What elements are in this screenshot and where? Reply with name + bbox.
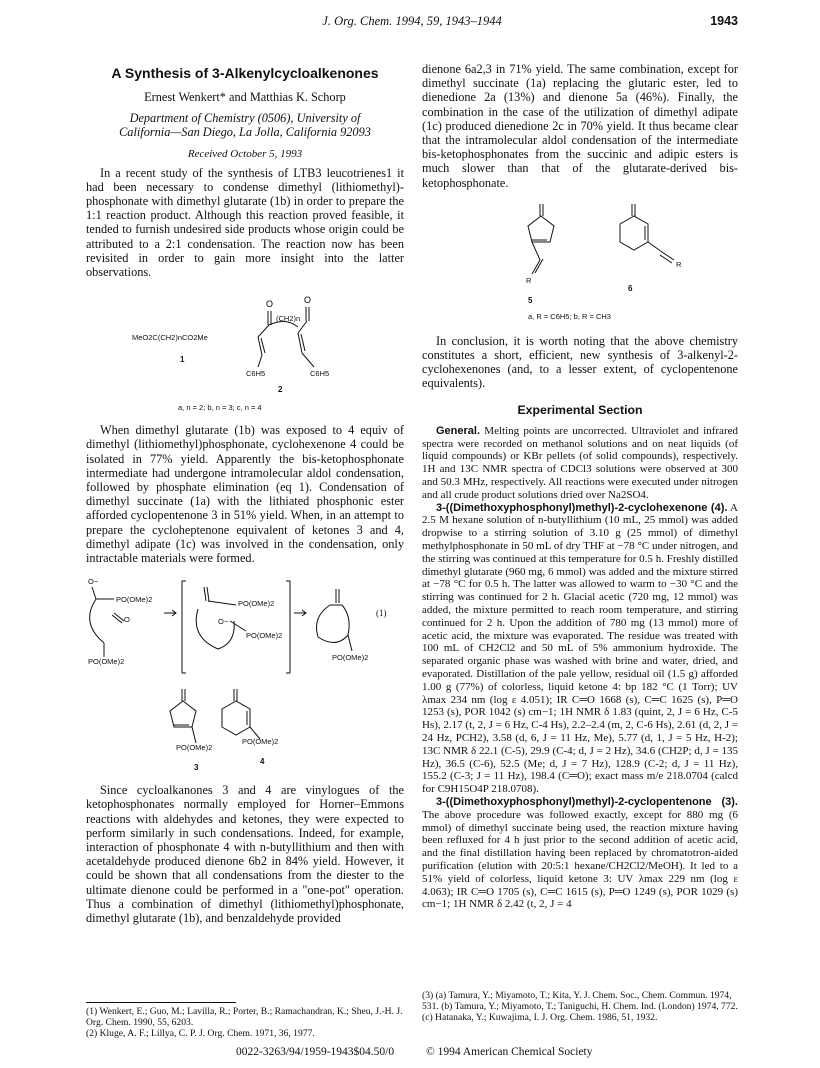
label-c6h5-right: C6H5 <box>310 369 330 379</box>
received-date: Received October 5, 1993 <box>187 148 303 161</box>
eq1-phosphonate-2: PO(OMe)2 <box>88 657 125 667</box>
carbonyl-o-right: O <box>304 295 312 306</box>
compound-number-6: 6 <box>628 283 633 293</box>
footnotes-left <box>86 1002 404 1039</box>
compound-number-4: 4 <box>260 757 265 767</box>
equation-number: (1) <box>376 608 387 619</box>
page-number: 1943 <box>710 14 738 28</box>
eq1-o-minus-2: O− <box>218 617 229 627</box>
eq1-phosphonate-3: PO(OMe)2 <box>238 599 275 609</box>
experimental-compound-3 <box>422 796 738 911</box>
label-diester: MeO2C(CH2)nCO2Me <box>132 333 208 343</box>
right-column <box>422 62 738 911</box>
journal-year-volume-pages: 1994, 59, 1943–1944 <box>395 14 502 28</box>
compound-4-heading: 3-((Dimethoxyphosphonyl)methyl)-2-cyclohexenone (4). <box>436 501 728 514</box>
carbonyl-o-left: O <box>266 299 274 310</box>
label-c6h5-left: C6H5 <box>246 369 266 379</box>
footnote-3: (3) (a) Tamura, Y.; Miyamoto, T.; Kita, Y. J. Chem. Soc., Chem. Commun. 1974, 531. (b) Tamura, Y.; Miyamoto, T.; Taniguchi, H. Chem. Ind. (London) 1974, 772. (c) Hatanaka, Y.; Kuwajima, I. J. Org. Chem. 1986, 51, 1932. <box>422 990 738 1023</box>
eq1-phosphonate-1: PO(OMe)2 <box>116 595 153 605</box>
footnote-2: (2) Kluge, A. F.; Lillya, C. P. J. Org. Chem. 1971, 36, 1977. <box>86 1028 315 1039</box>
equation-1 <box>86 577 404 681</box>
compound-number-3: 3 <box>194 763 199 773</box>
affiliation-line-1: Department of Chemistry (0506), University of <box>129 111 361 126</box>
figure-structures-5-6 <box>422 198 738 324</box>
compound-number-5: 5 <box>528 295 533 305</box>
compound-3-heading: 3-((Dimethoxyphosphonyl)methyl)-2-cyclopentenone (3). <box>436 795 738 808</box>
figure-1-caption: a, n = 2; b, n = 3; c, n = 4 <box>178 403 262 413</box>
equation-1-drawing <box>86 577 404 681</box>
experimental-general <box>422 425 738 502</box>
structures-1-2-drawing <box>86 289 404 417</box>
running-head <box>86 14 738 32</box>
compound-number-2: 2 <box>278 385 283 395</box>
eq1-phosphonate-4: PO(OMe)2 <box>246 631 283 641</box>
continuation-paragraph: dienone 6a2,3 in 71% yield. The same combination, except for dimethyl succinate (1a) replacing the glutaric ester, led to dienedione 2a (13%) and dienone 5a (46%). Finally, the combination in the case of the utilization of dimethyl adipate (1c) produced dienedione 2c in 70% yield. It thus became clear that the intramolecular aldol condensation of the intermediate bis-ketophosphonates from the succinic and adipic esters is much slower than that of the glutarate-derived bis-ketophosphonate. <box>422 62 738 190</box>
article-affiliation <box>86 112 404 139</box>
footnotes-right <box>422 990 738 1023</box>
journal-name: J. Org. Chem. <box>322 14 393 28</box>
general-text: Melting points are uncorrected. Ultraviolet and infrared spectra were recorded on methanol solutions and on neat liquids (of liquid compounds) or KBr pellets (of solid compounds), respectively. 1H and 13C NMR spectra of CDCl3 solutions were observed at 300 and 50.3 MHz, respectively. All reactions were executed under nitrogen and all crude product solutions dried over Na2SO4. <box>422 424 738 501</box>
compound-3-phosphonate: PO(OMe)2 <box>176 743 213 753</box>
compound-6-r-group: R <box>676 259 682 269</box>
general-heading: General. <box>436 424 481 437</box>
article-code: 0022-3263/94/1959-1943$04.50/0 <box>236 1046 395 1058</box>
article-title: A Synthesis of 3-Alkenylcycloalkenones <box>111 65 379 81</box>
figure-structures-3-4 <box>86 685 404 777</box>
experimental-compound-4 <box>422 502 738 796</box>
copyright: © 1994 American Chemical Society <box>426 1046 593 1058</box>
experimental-section-heading: Experimental Section <box>517 402 643 417</box>
left-column <box>86 62 404 925</box>
figure-5-6-caption: a, R = C6H5; b, R = CH3 <box>528 311 611 321</box>
compound-4-phosphonate: PO(OMe)2 <box>242 737 279 747</box>
eq1-phosphonate-5: PO(OMe)2 <box>332 653 369 663</box>
footnote-rule <box>86 1002 236 1003</box>
eq1-o-minus-1: O− <box>88 577 99 587</box>
discussion-paragraph: Since cycloalkanones 3 and 4 are vinylogues of the ketophosphonates normally employed for Horner–Emmons reactions with aldehydes and ketones, they were expected to perform similarly in such condensations. Indeed, for example, interaction of phosphonate 4 with n-butyllithium and then with acetaldehyde produced dienone 6b2 in 84% yield. However, it could be shown that all condensations from the diester to the ultimate dienone could be performed in a "one-pot" operation. Thus a combination of dimethyl (lithiomethyl)phosphonate, dimethyl glutarate (1b), and benzaldehyde provided <box>86 783 404 926</box>
eq1-carbonyl-o: O <box>124 615 130 625</box>
conclusion-paragraph: In conclusion, it is worth noting that the above chemistry constitutes a short, efficient, new synthesis of 3-alkenyl-2-cyclohexenones (and, to a lesser extent, of cyclopentenone equivalents). <box>422 333 738 391</box>
figure-structures-1-2 <box>86 289 404 417</box>
article-authors: Ernest Wenkert* and Matthias K. Schorp <box>144 90 346 105</box>
footnote-1: (1) Wenkert, E.; Guo, M.; Lavilla, R.; Porter, B.; Ramachandran, K.; Sheu, J.-H. J. Org. Chem. 1990, 55, 6203. <box>86 1006 403 1028</box>
results-paragraph: When dimethyl glutarate (1b) was exposed to 4 equiv of dimethyl (lithiomethyl)phosphonate, cyclohexenone 4 could be isolated in 77% yield. Apparently the bis-ketophosphonate intermediate had undergone intramolecular aldol condensation, followed by phosphate elimination (eq 1). Condensation of dimethyl succinate (1a) with the lithiated phosphonic ester afforded cyclopentenone 3 in 51% yield. When, in an attempt to prepare the cycloheptenone equivalent of ketones 3 and 4, dimethyl adipate (1c) was involved in the condensation, only intractable materials were formed. <box>86 423 404 566</box>
affiliation-line-2: California—San Diego, La Jolla, California 92093 <box>119 124 371 139</box>
structures-3-4-drawing <box>86 685 404 777</box>
label-ch2n: (CH2)n <box>276 314 301 324</box>
structures-5-6-drawing <box>422 198 738 324</box>
intro-paragraph: In a recent study of the synthesis of LTB3 leucotrienes1 it had been necessary to condense dimethyl (lithiomethyl)-phosphonate with dimethyl glutarate (1b) in order to prepare the 1:1 reaction product. Although this reaction proved feasible, it tended to furnish undesired side products whose origin could be attributed to a 2:1 condensation. The reaction now has been revisited in order to gain more insight into the latter observations. <box>86 165 404 280</box>
compound-4-procedure: A 2.5 M hexane solution of n-butyllithium (10 mL, 25 mmol) was added dropwise to a stirring solution of 3.10 g (25 mmol) of dimethyl methylphosphonate in 50 mL of dry THF at −78 °C under nitrogen, and the stirring was continued at this temperature for 0.5 h. Freshly distilled dimethyl glutarate (960 mg, 6 mmol) was added and the mixture stirred at −78 °C for 0.5 h. The latter was allowed to warm to −30 °C and the stirring was continued for 2 h. Glacial acetic (720 mg, 12 mmol) was added, the mixture permitted to reach room temperature, and stirring continued for 2 h. Upon the addition of 780 mg (13 mmol) more of acetic acid, the mixture was evaporated. The residue was treated with 100 mL of CH2Cl2 and 50 mL of 5% ammonium hydroxide. The separated organic phase was washed with brine and water, dried, and evaporated. Distillation of the pale yellow, residual oil (1.5 g) afforded 1.00 g (77%) of colorless, liquid ketone 4: bp 182 °C (1 Torr); UV λmax 234 nm (log ε 4.051); IR C═O 1668 (s), C═C 1625 (s), P═O 1253 (s), POR 1042 (s) cm−1; 1H NMR δ 1.83 (quint, 2, J = 6 Hz, C-5 Hs), 2.17 (t, 2, J = 6 Hz, C-4 Hs), 2.2–2.4 (m, 2, C-6 Hs), 2.61 (d, 2, J = 24 Hz, PCH2), 3.58 (d, 6, J = 11 Hz, Me), 5.77 (d, 1, J = 5 Hz, H-2); 13C NMR δ 22.1 (C-5), 29.9 (C-4; d, J = 2 Hz), 34.6 (CH2P; d, J = 135 Hz), 36.5 (C-6), 52.5 (Me; d, J = 7 Hz), 128.9 (C-2; d, J = 11 Hz), 155.2 (C-3; J = 11 Hz), 198.4 (C═O); exact mass m/e 218.0704 (calcd for C9H15O4P 218.0708). <box>422 501 738 796</box>
journal-reference <box>86 14 738 29</box>
compound-3-procedure: The above procedure was followed exactly, except for 880 mg (6 mmol) of dimethyl succinate being used, the reaction mixture having been refluxed for 4 h just prior to the second addition of acetic acid, and the final distillation having been replaced by chromatotron-aided purification (elution with 20:5:1 hexane/CH2Cl2/MeOH). It led to a 51% yield of colorless, liquid ketone 3: UV λmax 229 nm (log ε 4.063); IR C═O 1705 (s), C═C 1615 (s), P═O 1249 (s), POR 1029 (s) cm−1; 1H NMR δ 2.42 (t, 2, J = 4 <box>422 808 738 911</box>
compound-5-r-group: R <box>526 275 532 285</box>
compound-number-1: 1 <box>180 355 185 365</box>
